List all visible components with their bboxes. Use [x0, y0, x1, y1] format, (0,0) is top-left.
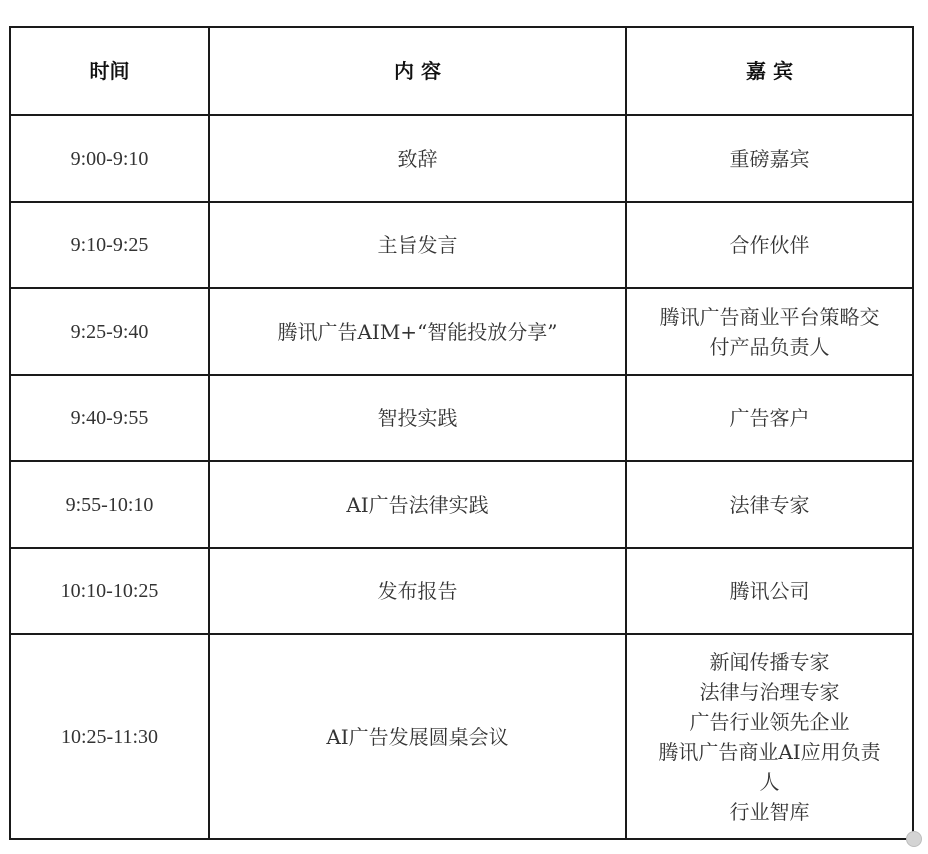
guest-cell [626, 548, 913, 634]
guest-cell [626, 288, 913, 375]
guest-line: 法律专家 [729, 492, 810, 517]
guest-line: 广告行业领先企业 [689, 709, 850, 734]
time-cell: 10:10-10:25 [10, 548, 209, 634]
guest-cell [626, 115, 913, 202]
time-cell: 9:55-10:10 [10, 461, 209, 548]
table-row [10, 548, 913, 634]
guest-line: 法律与治理专家 [699, 679, 840, 704]
guest-cell [626, 202, 913, 288]
guest-cell [626, 375, 913, 461]
guest-line: 腾讯广告商业平台策略交 [659, 304, 880, 329]
time-cell: 9:00-9:10 [10, 115, 209, 202]
table-row [10, 288, 913, 375]
guest-line: 重磅嘉宾 [729, 146, 810, 171]
content-cell: 致辞 [209, 115, 626, 202]
guest-line: 腾讯广告商业AI应用负责 [658, 739, 881, 764]
guest-line: 人 [759, 769, 780, 794]
header-row [10, 27, 913, 115]
header-content: 内 容 [209, 27, 626, 115]
content-cell: AI广告发展圆桌会议 [209, 634, 626, 839]
time-cell: 9:25-9:40 [10, 288, 209, 375]
time-cell: 10:25-11:30 [10, 634, 209, 839]
content-cell: 主旨发言 [209, 202, 626, 288]
content-cell: 智投实践 [209, 375, 626, 461]
time-cell: 9:40-9:55 [10, 375, 209, 461]
content-cell: AI广告法律实践 [209, 461, 626, 548]
agenda-table [9, 26, 914, 840]
guest-cell [626, 461, 913, 548]
content-cell: 发布报告 [209, 548, 626, 634]
guest-line: 付产品负责人 [709, 334, 830, 359]
guest-line: 行业智库 [729, 799, 810, 824]
table-row [10, 202, 913, 288]
guest-line: 合作伙伴 [729, 233, 810, 257]
guest-line: 广告客户 [729, 406, 810, 430]
table-row [10, 461, 913, 548]
table-row [10, 375, 913, 461]
guest-line: 新闻传播专家 [709, 649, 830, 674]
header-guest: 嘉 宾 [626, 27, 913, 115]
time-cell: 9:10-9:25 [10, 202, 209, 288]
guest-line: 腾讯公司 [729, 579, 810, 603]
resize-handle-icon[interactable] [906, 831, 922, 847]
table-row [10, 115, 913, 202]
content-cell: 腾讯广告AIM+“智能投放分享” [209, 288, 626, 375]
table-row [10, 634, 913, 839]
guest-cell [626, 634, 913, 839]
header-time: 时间 [10, 27, 209, 115]
